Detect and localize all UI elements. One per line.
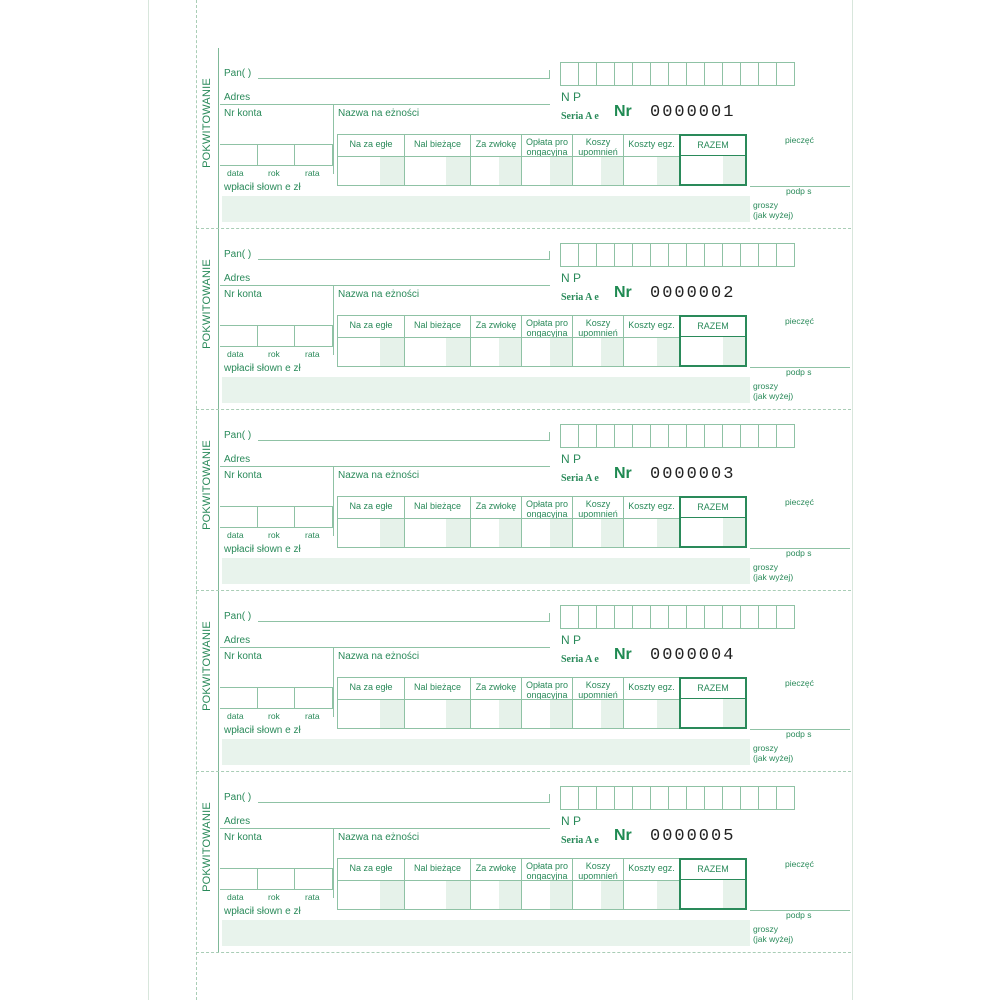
pan-label: Pan( ) (224, 430, 252, 441)
col-prolongacyjna[interactable]: Opłata pro ongacyjna (521, 496, 573, 548)
wplacil-field[interactable] (222, 739, 750, 765)
adres-label: Adres (224, 816, 251, 827)
date-divider-1 (257, 144, 258, 166)
col-zalegle[interactable]: Na za egłe (337, 315, 405, 367)
wplacil-label: wpłacił słown e zł (224, 906, 301, 917)
slip-left-border (218, 591, 219, 772)
date-label-data: data (227, 530, 244, 540)
date-divider-2 (294, 868, 295, 890)
adres-field[interactable] (220, 647, 550, 648)
date-label-data: data (227, 711, 244, 721)
date-label-rok: rok (268, 711, 280, 721)
nr-konta-label: Nr konta (224, 108, 262, 119)
date-label-rok: rok (268, 168, 280, 178)
pieczec-label: pieczęć (785, 859, 814, 869)
pan-field[interactable] (258, 621, 550, 622)
col-upomnien[interactable]: Koszy upomnień (572, 315, 624, 367)
slip-separator (196, 952, 851, 953)
date-divider-1 (257, 687, 258, 709)
receipt-slip (0, 229, 1000, 410)
pieczec-label: pieczęć (785, 135, 814, 145)
date-divider-1 (257, 868, 258, 890)
np-number-cells[interactable] (560, 62, 794, 86)
col-koszty-egz[interactable]: Koszty egz. (623, 496, 680, 548)
adres-label: Adres (224, 635, 251, 646)
date-cells[interactable] (220, 325, 333, 347)
col-zwloka[interactable]: Za zwłokę (470, 858, 522, 910)
col-razem[interactable]: RAZEM (679, 315, 747, 367)
seria-label: Seria A e (561, 654, 599, 665)
nazwa-label: Nazwa na eżności (338, 651, 420, 662)
col-zwloka[interactable]: Za zwłokę (470, 315, 522, 367)
nr-label: Nr (614, 827, 632, 844)
nazwa-divider (333, 466, 334, 536)
col-razem[interactable]: RAZEM (679, 677, 747, 729)
date-divider-2 (294, 144, 295, 166)
np-number-cells[interactable] (560, 786, 794, 810)
pieczec-label: pieczęć (785, 497, 814, 507)
receipt-slip (0, 591, 1000, 772)
nr-konta-label: Nr konta (224, 651, 262, 662)
wplacil-field[interactable] (222, 558, 750, 584)
nazwa-divider (333, 104, 334, 174)
jak-wyzej-label: (jak wyżej) (753, 572, 794, 582)
wplacil-label: wpłacił słown e zł (224, 363, 301, 374)
podpis-label: podp s (786, 548, 812, 558)
date-divider-1 (257, 506, 258, 528)
col-razem[interactable]: RAZEM (679, 496, 747, 548)
jak-wyzej-label: (jak wyżej) (753, 391, 794, 401)
wplacil-field[interactable] (222, 377, 750, 403)
nr-label: Nr (614, 103, 632, 120)
col-prolongacyjna[interactable]: Opłata pro ongacyjna (521, 858, 573, 910)
col-biezace[interactable]: Nal bieżące (404, 315, 471, 367)
date-label-rata: rata (305, 711, 320, 721)
col-zwloka[interactable]: Za zwłokę (470, 134, 522, 186)
pieczec-label: pieczęć (785, 678, 814, 688)
nr-konta-label: Nr konta (224, 289, 262, 300)
wplacil-field[interactable] (222, 920, 750, 946)
pieczec-label: pieczęć (785, 316, 814, 326)
slip-left-border (218, 772, 219, 953)
np-number-cells[interactable] (560, 243, 794, 267)
date-divider-2 (294, 687, 295, 709)
slip-left-border (218, 229, 219, 410)
receipt-title: POKWITOWANIE (201, 802, 213, 892)
date-label-rata: rata (305, 892, 320, 902)
nazwa-label: Nazwa na eżności (338, 470, 420, 481)
np-number-cells[interactable] (560, 605, 794, 629)
podpis-label: podp s (786, 910, 812, 920)
pan-field[interactable] (258, 802, 550, 803)
date-cells[interactable] (220, 506, 333, 528)
date-label-data: data (227, 892, 244, 902)
adres-field[interactable] (220, 285, 550, 286)
slip-left-border (218, 48, 219, 229)
pan-tick (549, 432, 550, 440)
receipt-title: POKWITOWANIE (201, 259, 213, 349)
date-cells[interactable] (220, 868, 333, 890)
seria-label: Seria A e (561, 292, 599, 303)
podpis-label: podp s (786, 729, 812, 739)
col-zwloka[interactable]: Za zwłokę (470, 677, 522, 729)
np-label: N P (561, 452, 582, 466)
groszy-label: groszy (753, 381, 779, 391)
groszy-label: groszy (753, 743, 779, 753)
nazwa-divider (333, 285, 334, 355)
pan-tick (549, 251, 550, 259)
seria-label: Seria A e (561, 111, 599, 122)
col-upomnien[interactable]: Koszy upomnień (572, 134, 624, 186)
date-cells[interactable] (220, 687, 333, 709)
col-prolongacyjna[interactable]: Opłata pro ongacyjna (521, 677, 573, 729)
col-koszty-egz[interactable]: Koszty egz. (623, 858, 680, 910)
col-zalegle[interactable]: Na za egłe (337, 677, 405, 729)
pan-field[interactable] (258, 259, 550, 260)
adres-label: Adres (224, 454, 251, 465)
col-prolongacyjna[interactable]: Opłata pro ongacyjna (521, 134, 573, 186)
receipt-slip (0, 772, 1000, 953)
col-koszty-egz[interactable]: Koszty egz. (623, 677, 680, 729)
seria-label: Seria A e (561, 835, 599, 846)
nr-label: Nr (614, 646, 632, 663)
col-zwloka[interactable]: Za zwłokę (470, 496, 522, 548)
col-razem[interactable]: RAZEM (679, 134, 747, 186)
nazwa-label: Nazwa na eżności (338, 289, 420, 300)
col-upomnien[interactable]: Koszy upomnień (572, 858, 624, 910)
slip-left-border (218, 410, 219, 591)
nazwa-divider (333, 647, 334, 717)
col-biezace[interactable]: Nal bieżące (404, 858, 471, 910)
pan-tick (549, 70, 550, 78)
receipt-title: POKWITOWANIE (201, 621, 213, 711)
receipt-slip (0, 48, 1000, 229)
nazwa-label: Nazwa na eżności (338, 108, 420, 119)
col-zalegle[interactable]: Na za egłe (337, 858, 405, 910)
pan-label: Pan( ) (224, 611, 252, 622)
date-label-data: data (227, 349, 244, 359)
pan-tick (549, 794, 550, 802)
col-upomnien[interactable]: Koszy upomnień (572, 496, 624, 548)
jak-wyzej-label: (jak wyżej) (753, 210, 794, 220)
slip-number: 0000001 (650, 103, 736, 122)
slip-number: 0000003 (650, 465, 736, 484)
slip-number: 0000005 (650, 827, 736, 846)
adres-label: Adres (224, 273, 251, 284)
pan-label: Pan( ) (224, 68, 252, 79)
jak-wyzej-label: (jak wyżej) (753, 753, 794, 763)
np-label: N P (561, 633, 582, 647)
receipt-title: POKWITOWANIE (201, 78, 213, 168)
nazwa-divider (333, 828, 334, 898)
col-biezace[interactable]: Nal bieżące (404, 134, 471, 186)
nr-konta-label: Nr konta (224, 470, 262, 481)
adres-label: Adres (224, 92, 251, 103)
adres-field[interactable] (220, 828, 550, 829)
pan-label: Pan( ) (224, 792, 252, 803)
date-label-rok: rok (268, 349, 280, 359)
col-zalegle[interactable]: Na za egłe (337, 496, 405, 548)
date-label-rata: rata (305, 349, 320, 359)
jak-wyzej-label: (jak wyżej) (753, 934, 794, 944)
col-biezace[interactable]: Nal bieżące (404, 496, 471, 548)
pan-field[interactable] (258, 440, 550, 441)
date-divider-2 (294, 506, 295, 528)
groszy-label: groszy (753, 200, 779, 210)
pan-label: Pan( ) (224, 249, 252, 260)
np-label: N P (561, 90, 582, 104)
np-label: N P (561, 814, 582, 828)
np-number-cells[interactable] (560, 424, 794, 448)
np-label: N P (561, 271, 582, 285)
wplacil-field[interactable] (222, 196, 750, 222)
wplacil-label: wpłacił słown e zł (224, 544, 301, 555)
nr-konta-label: Nr konta (224, 832, 262, 843)
seria-label: Seria A e (561, 473, 599, 484)
podpis-label: podp s (786, 367, 812, 377)
date-label-rata: rata (305, 168, 320, 178)
date-label-rok: rok (268, 892, 280, 902)
col-koszty-egz[interactable]: Koszty egz. (623, 315, 680, 367)
groszy-label: groszy (753, 924, 779, 934)
pan-tick (549, 613, 550, 621)
pan-field[interactable] (258, 78, 550, 79)
col-zalegle[interactable]: Na za egłe (337, 134, 405, 186)
slip-number: 0000002 (650, 284, 736, 303)
wplacil-label: wpłacił słown e zł (224, 725, 301, 736)
col-koszty-egz[interactable]: Koszty egz. (623, 134, 680, 186)
date-label-rata: rata (305, 530, 320, 540)
nazwa-label: Nazwa na eżności (338, 832, 420, 843)
col-upomnien[interactable]: Koszy upomnień (572, 677, 624, 729)
col-biezace[interactable]: Nal bieżące (404, 677, 471, 729)
nr-label: Nr (614, 465, 632, 482)
podpis-label: podp s (786, 186, 812, 196)
nr-label: Nr (614, 284, 632, 301)
receipt-title: POKWITOWANIE (201, 440, 213, 530)
wplacil-label: wpłacił słown e zł (224, 182, 301, 193)
groszy-label: groszy (753, 562, 779, 572)
date-cells[interactable] (220, 144, 333, 166)
date-divider-1 (257, 325, 258, 347)
col-razem[interactable]: RAZEM (679, 858, 747, 910)
adres-field[interactable] (220, 466, 550, 467)
slip-number: 0000004 (650, 646, 736, 665)
date-label-data: data (227, 168, 244, 178)
date-divider-2 (294, 325, 295, 347)
adres-field[interactable] (220, 104, 550, 105)
date-label-rok: rok (268, 530, 280, 540)
receipt-slip (0, 410, 1000, 591)
col-prolongacyjna[interactable]: Opłata pro ongacyjna (521, 315, 573, 367)
